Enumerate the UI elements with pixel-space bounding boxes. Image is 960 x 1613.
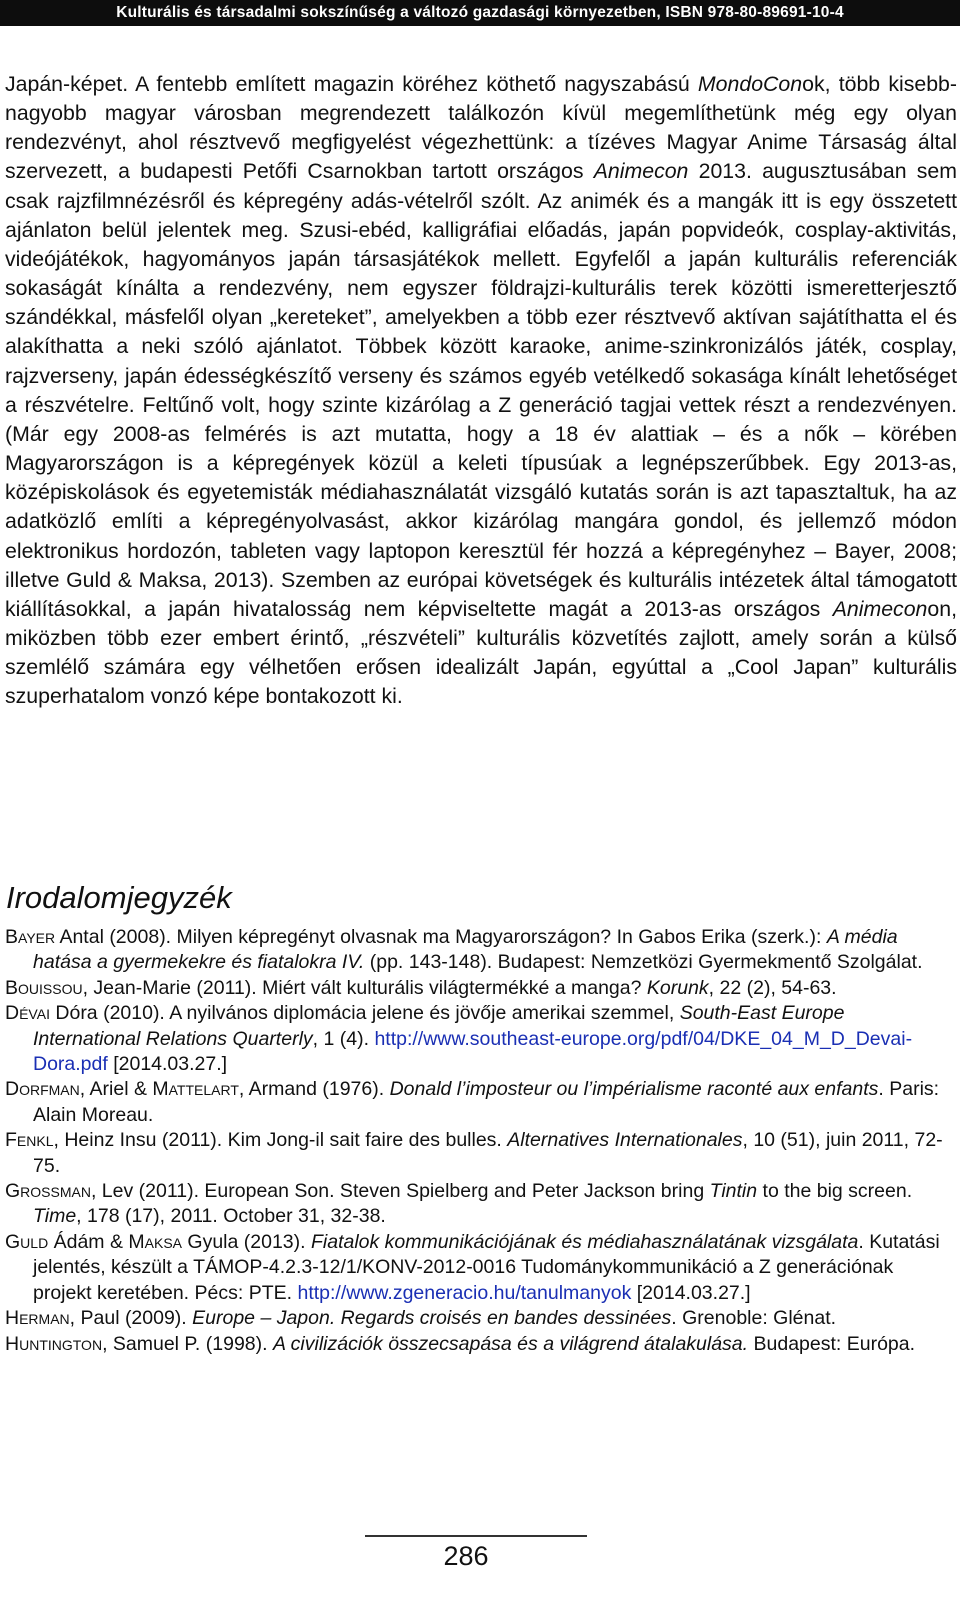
reference-item: Dorfman, Ariel & Mattelart, Armand (1976). Donald l’imposteur ou l’impérialisme raconté aux enfants. Paris: Alain Moreau. <box>5 1078 940 1126</box>
reference-item: Bayer Antal (2008). Milyen képregényt olvasnak ma Magyarországon? In Gabos Erika (szerk.): A média hatása a gyermekekre és fiatalokra IV. (pp. 143-148). Budapest: Nemzetközi Gyermekmentő Szolgálat. <box>5 926 923 974</box>
reference-item: Bouissou, Jean-Marie (2011). Miért vált kulturális világtermékké a manga? Korunk, 22 (2), 54-63. <box>5 976 837 999</box>
reference-item: Guld Ádám & Maksa Gyula (2013). Fiatalok kommunikációjának és médiahasználatának vizsgálata. Kutatási jelentés, készült a TÁMOP-4.2.3-12/1/KONV-2012-0016 Tudománykommunikáció a Z generációnak projekt keretében. Pécs: PTE. http://www.zgeneracio.hu/tanulmanyok [2014.03.27.] <box>5 1230 940 1304</box>
reference-item: Huntington, Samuel P. (1998). A civilizációk összecsapása és a világrend átalakulása. Budapest: Európa. <box>5 1332 916 1355</box>
reference-list <box>5 925 955 1357</box>
reference-link[interactable]: http://www.zgeneracio.hu/tanulmanyok <box>297 1281 632 1304</box>
reference-link[interactable]: http://www.southeast-europe.org/pdf/04/DKE_04_M_D_Devai-Dora.pdf <box>33 1027 913 1076</box>
footer-rule <box>365 1535 587 1537</box>
body-paragraph: Japán-képet. A fentebb említett magazin köréhez köthető nagyszabású MondoConok, több kisebb-nagyobb magyar városban megrendezett találkozón kívül megemlíthetünk még egy olyan rendezvényt, ahol résztvevő megfigyelést végezhettünk: a tízéves Magyar Anime Társaság által szervezett, a budapesti Petőfi Csarnokban tartott országos Animecon 2013. augusztusában sem csak rajzfilmnézésről és képregény adás-vételről szólt. Az animék és a mangák itt is egy összetett ajánlaton belül jelentek meg. Szusi-ebéd, kalligráfiai előadás, japán popvideók, cosplay-aktivitás, videójátékok, hagyományos japán társasjátékok mellett. Egyfelől a japán kulturális referenciák sokaságát kínálta a rendezvény, nem egyszer földrajzi-kulturális terek közötti ismeretterjesztő szándékkal, másfelől olyan „kereteket”, amelyekben a több ezer résztvevő aktívan sajátíthatta el és alakíthatta a neki szóló ajánlatot. Többek között karaoke, anime-szinkronizálós játék, cosplay, rajzverseny, japán édességkészítő verseny és számos egyéb vetélkedő sokasága kínált lehetőséget a részvételre. Feltűnő volt, hogy szinte kizárólag a Z generáció tagjai vettek részt a rendezvényen. (Már egy 2008-as felmérés is azt mutatta, hogy a 18 év alattiak – és a nők – körében Magyarországon is a képregények közül a keleti típusúak a legnépszerűbbek. Egy 2013-as, középiskolások és egyetemisták médiahasználatát vizsgáló kutatás során is azt tapasztaltuk, ha az adatközlő említi a képregényolvasást, akkor kizárólag mangára gondol, és jellemző módon elektronikus hordozón, tableten vagy laptopon keresztül fér hozzá a képregényhez – Bayer, 2008; illetve Guld & Maksa, 2013). Szemben az európai követségek és kulturális intézetek által támogatott kiállításokkal, a japán hivatalosság nem képviseltette magát a 2013-as országos Animeconon, miközben több ezer embert érintő, „részvételi” kulturális közvetítés zajlott, amely során a külső szemlélő számára egy vélhetően erősen idealizált Japán, egyúttal a „Cool Japan” kulturális szuperhatalom vonzó képe bontakozott ki. <box>5 72 957 709</box>
references-heading: Irodalomjegyzék <box>6 880 232 915</box>
reference-item: Dévai Dóra (2010). A nyilvános diplomácia jelene és jövője amerikai szemmel, South-East Europe International Relations Quarterly, 1 (4). http://www.southeast-europe.org/pdf/04/DKE_04_M_D_Devai-Dora.pdf [2014.03.27.] <box>5 1002 913 1076</box>
reference-item: Herman, Paul (2009). Europe – Japon. Regards croisés en bandes dessinées. Grenoble: Glénat. <box>5 1307 837 1330</box>
running-header: Kulturális és társadalmi sokszínűség a változó gazdasági környezetben, ISBN 978-80-89691-10-4 <box>0 0 960 26</box>
reference-item: Fenkl, Heinz Insu (2011). Kim Jong-il sait faire des bulles. Alternatives Internationales, 10 (51), juin 2011, 72-75. <box>5 1129 943 1177</box>
page-number: 286 <box>443 1541 489 1571</box>
reference-item: Grossman, Lev (2011). European Son. Steven Spielberg and Peter Jackson bring Tintin to the big screen. Time, 178 (17), 2011. October 31, 32-38. <box>5 1180 913 1228</box>
